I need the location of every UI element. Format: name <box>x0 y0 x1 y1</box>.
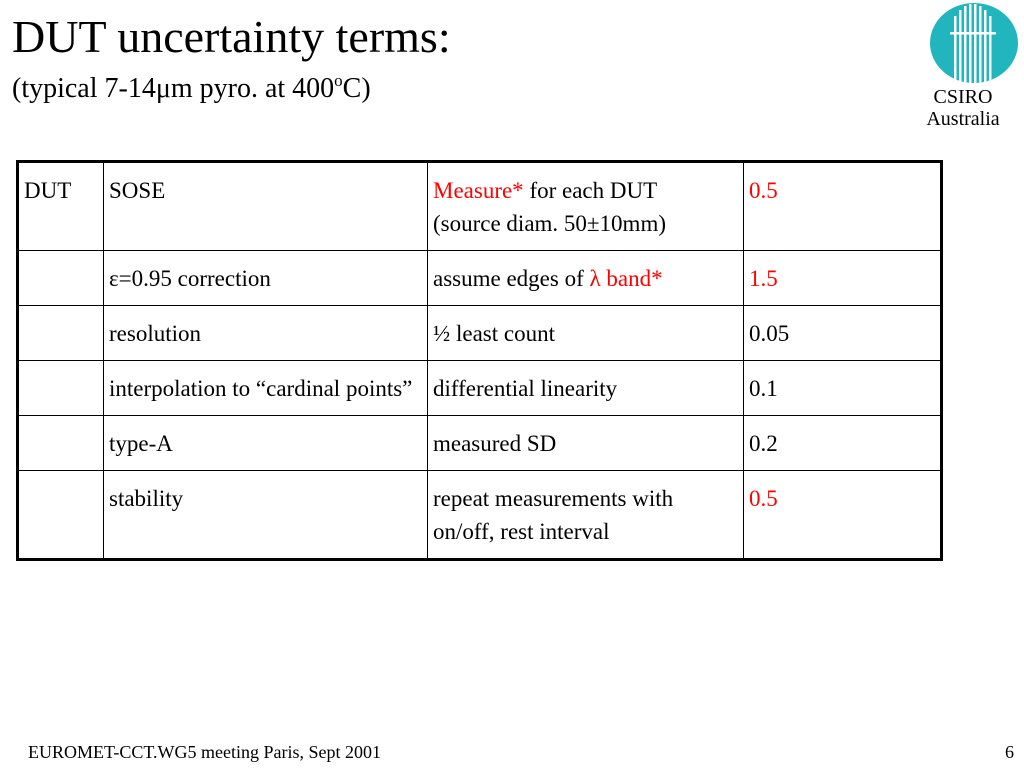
cell-term <box>104 251 428 306</box>
subtitle-main: (typical 7-14μm pyro. at 400 <box>12 73 335 104</box>
table-row <box>18 251 942 306</box>
cell-method <box>428 251 744 306</box>
table-row <box>18 361 942 416</box>
table-row <box>18 162 942 251</box>
cell-value: 1.5 <box>744 251 942 306</box>
cell-method-line1 <box>433 174 738 207</box>
cell-method: repeat measurements with on/off, rest interval <box>428 471 744 560</box>
page-number: 6 <box>1005 742 1014 762</box>
logo-name-line1: CSIRO <box>933 86 993 108</box>
cell-term-text: =0.95 correction <box>118 266 271 291</box>
subtitle-end: C) <box>342 73 371 104</box>
subtitle-degree-superscript: o <box>334 71 343 90</box>
cell-method-text: for each DUT <box>523 178 658 203</box>
highlight-text: Measure* <box>433 178 524 203</box>
cell-value: 0.1 <box>744 361 942 416</box>
cell-method-text: assume edges of <box>433 266 590 291</box>
cell-method <box>428 162 744 251</box>
cell-category <box>18 306 104 361</box>
logo-caption <box>904 86 1022 130</box>
logo-name-line2: Australia <box>926 108 1000 130</box>
table-row <box>18 416 942 471</box>
slide-title: DUT uncertainty terms: <box>12 11 451 62</box>
cell-category <box>18 416 104 471</box>
cell-value: 0.2 <box>744 416 942 471</box>
table-row <box>18 306 942 361</box>
cell-category <box>18 361 104 416</box>
uncertainty-table <box>16 160 943 561</box>
cell-category <box>18 471 104 560</box>
slide-subtitle <box>12 72 371 106</box>
cell-term: stability <box>104 471 428 560</box>
cell-method: differential linearity <box>428 361 744 416</box>
cell-term: SOSE <box>104 162 428 251</box>
cell-value: 0.05 <box>744 306 942 361</box>
footer-text: EUROMET-CCT.WG5 meeting Paris, Sept 2001 <box>28 742 381 762</box>
cell-method: ½ least count <box>428 306 744 361</box>
highlight-text: λ band* <box>589 266 663 291</box>
cell-term: type-A <box>104 416 428 471</box>
cell-method-line2: (source diam. 50±10mm) <box>433 211 666 236</box>
cell-category <box>18 251 104 306</box>
csiro-logo-icon <box>928 2 1020 84</box>
table-row <box>18 471 942 560</box>
cell-method: measured SD <box>428 416 744 471</box>
epsilon-symbol: ε <box>109 266 119 291</box>
cell-category: DUT <box>18 162 104 251</box>
cell-value: 0.5 <box>744 471 942 560</box>
cell-term: resolution <box>104 306 428 361</box>
cell-term: interpolation to “cardinal points” <box>104 361 428 416</box>
cell-value: 0.5 <box>744 162 942 251</box>
